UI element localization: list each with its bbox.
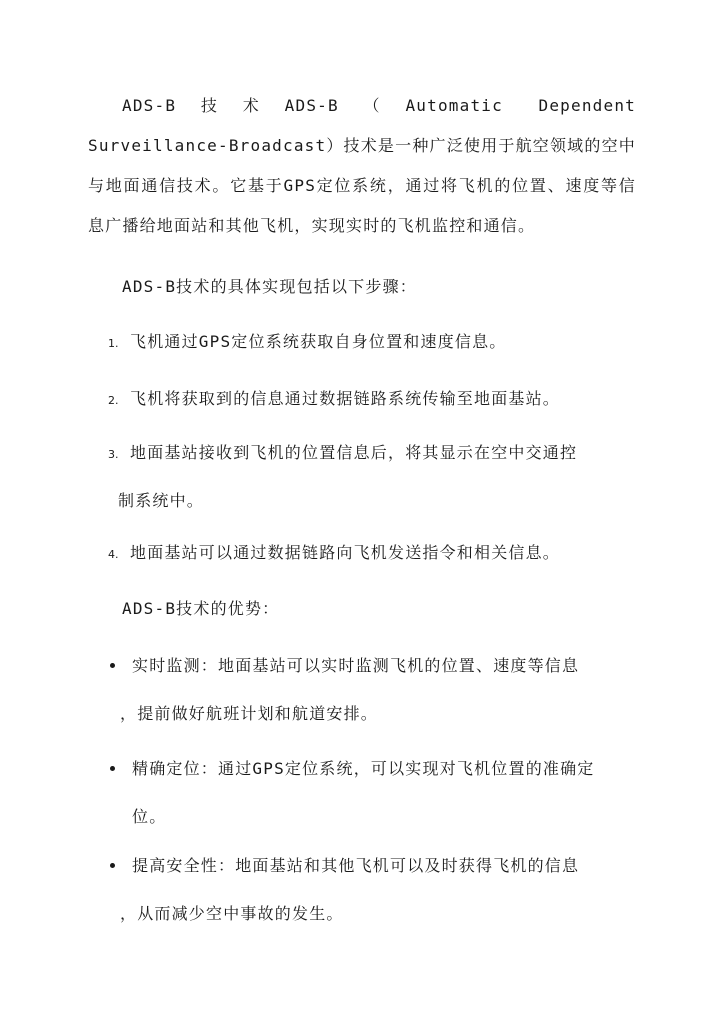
bullet-item-line: 提高安全性：地面基站和其他飞机可以及时获得飞机的信息: [132, 856, 580, 875]
list-item-text: [118, 429, 630, 525]
list-number: 4.: [108, 548, 119, 561]
list-number: 3.: [108, 448, 119, 461]
list-item-text: 飞机将获取到的信息通过数据链路系统传输至地面基站。: [130, 389, 561, 408]
list-item-line: 制系统中。: [118, 491, 205, 510]
bullet-item-text: [132, 745, 630, 841]
list-item-text: 地面基站可以通过数据链路向飞机发送指令和相关信息。: [130, 543, 561, 562]
steps-heading: ADS-B技术的具体实现包括以下步骤：: [122, 277, 417, 296]
bullet-item-line: ，提前做好航班计划和航道安排。: [120, 704, 379, 723]
advantages-heading: ADS-B技术的优势：: [122, 599, 280, 618]
bullet-item-line: ，从而减少空中事故的发生。: [120, 904, 344, 923]
bullet-icon: [110, 766, 115, 771]
bullet-item-text: [120, 842, 630, 938]
list-number: 2.: [108, 394, 119, 407]
bullet-item-line: 实时监测：地面基站可以实时监测飞机的位置、速度等信息: [132, 656, 580, 675]
bullet-item-line: 精确定位：通过GPS定位系统，可以实现对飞机位置的准确定: [132, 759, 595, 778]
list-number: 1.: [108, 337, 119, 350]
intro-paragraph: ADS-B技术ADS-B（Automatic Dependent Surveillance-Broadcast）技术是一种广泛使用于航空领域的空中与地面通信技术。它基于GPS定位系统，通过将飞机的位置、速度等信息广播给地面站和其他飞机，实现实时的飞机监控和通信。: [88, 96, 636, 235]
list-item-line: 地面基站接收到飞机的位置信息后，将其显示在空中交通控: [130, 443, 578, 462]
list-item-text: 飞机通过GPS定位系统获取自身位置和速度信息。: [130, 332, 507, 351]
bullet-item-text: [120, 642, 630, 738]
bullet-icon: [110, 663, 115, 668]
bullet-item-line: 位。: [132, 807, 167, 826]
bullet-icon: [110, 863, 115, 868]
